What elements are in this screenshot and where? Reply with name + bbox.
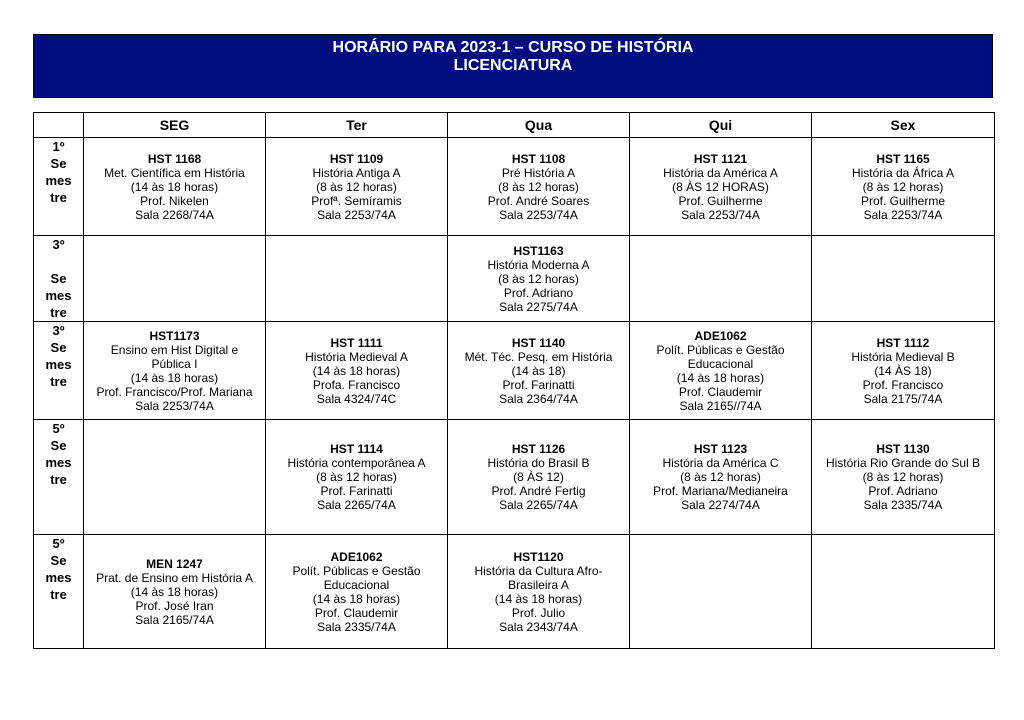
course-cell-ter: [266, 535, 448, 649]
course-detail-line: Prof. Farinatti: [320, 484, 393, 498]
course-cell-ter: [266, 420, 448, 535]
course-detail-line: Prof. André Soares: [487, 193, 590, 208]
day-header-qua: Qua: [448, 113, 630, 138]
course-detail-line: Prat. de Ensino em História A: [96, 570, 253, 585]
semester-row: [34, 535, 995, 649]
course-detail-line: (14 ÀS 18): [874, 363, 932, 378]
course-detail-line: (8 ÀS 12 HORAS): [672, 179, 769, 194]
course-code: HST 1168: [147, 151, 202, 166]
semester-label-part: tre: [50, 190, 67, 205]
course-detail-line: Sala 2253/74A: [499, 207, 578, 222]
course-detail-line: (14 às 18 horas): [130, 584, 219, 599]
course-detail-line: História contemporânea A: [287, 456, 426, 470]
course-detail-line: História Medieval A: [305, 349, 408, 364]
course-cell-qua: [448, 535, 630, 649]
day-header-qui: Qui: [630, 113, 812, 138]
course-detail-line: Sala 4324/74C: [316, 391, 397, 406]
course-detail-line: (8 às 12 horas): [862, 179, 944, 194]
course-detail-line: Sala 2253/74A: [135, 398, 214, 413]
empty-cell-sex: [812, 535, 995, 649]
semester-label-part: tre: [50, 374, 67, 389]
course-detail-line: Educacional: [323, 577, 390, 592]
course-detail-line: (8 às 12 horas): [316, 470, 397, 484]
semester-label-part: tre: [50, 587, 67, 602]
semester-row: [34, 138, 995, 236]
empty-cell-seg: [84, 236, 266, 322]
course-detail-line: Sala 2253/74A: [681, 207, 760, 222]
course-code: HST1173: [149, 328, 200, 343]
course-code: HST 1130: [876, 442, 930, 456]
course-detail-line: Prof. Nikelen: [140, 193, 209, 208]
course-code: HST 1165: [876, 151, 930, 166]
course-detail-line: (14 às 18 horas): [676, 370, 765, 385]
course-detail-line: História da América C: [662, 456, 779, 470]
course-code: HST 1108: [511, 151, 566, 166]
course-detail-line: (8 às 12 horas): [862, 470, 944, 484]
course-detail-line: (14 às 18 horas): [494, 591, 583, 606]
course-cell-qui: [630, 138, 812, 236]
course-detail-line: (8 às 12 horas): [680, 470, 761, 484]
course-detail-line: (14 às 18 horas): [312, 363, 401, 378]
semester-label-part: tre: [50, 305, 67, 320]
course-cell-qua: [448, 420, 630, 535]
course-detail-line: Pré História A: [501, 165, 576, 180]
semester-label-part: mes: [45, 455, 72, 470]
course-cell-qui: [630, 322, 812, 420]
course-code: HST 1121: [693, 151, 748, 166]
course-detail-line: Polít. Públicas e Gestão: [292, 563, 421, 578]
course-detail-line: Prof. Adriano: [503, 285, 574, 300]
course-detail-line: Sala 2275/74A: [499, 299, 578, 314]
course-cell-ter: [266, 322, 448, 420]
course-detail-line: Educacional: [687, 356, 754, 371]
course-detail-line: Sala 2343/74A: [499, 619, 578, 634]
course-detail-line: História da Cultura Afro-: [474, 563, 603, 578]
semester-label-part: [34, 253, 83, 270]
semester-label-part: 1º: [52, 139, 65, 154]
course-detail-line: Met. Científica em História: [104, 165, 245, 180]
course-detail-line: Sala 2165//74A: [679, 398, 762, 413]
semester-label-part: Se: [50, 553, 67, 568]
course-detail-line: Sala 2165/74A: [135, 612, 214, 627]
course-code: HST 1111: [330, 335, 383, 350]
semester-row: [34, 420, 995, 535]
empty-cell-ter: [266, 236, 448, 322]
day-header-sex: Sex: [812, 113, 995, 138]
header-row: [34, 113, 995, 138]
course-detail-line: Prof. Claudemir: [314, 605, 399, 620]
course-code: HST 1123: [693, 442, 748, 456]
course-cell-qua: [448, 322, 630, 420]
course-detail-line: Sala 2335/74A: [317, 619, 396, 634]
semester-label-cell: [34, 236, 84, 322]
course-detail-line: Prof. Adriano: [868, 484, 938, 498]
day-header-seg: SEG: [84, 113, 266, 138]
course-detail-line: Sala 2268/74A: [135, 207, 214, 222]
course-detail-line: Sala 2274/74A: [681, 498, 760, 512]
course-code: HST 1114: [330, 442, 383, 456]
course-cell-ter: [266, 138, 448, 236]
course-cell-sex: [812, 138, 995, 236]
semester-label-part: 3º: [52, 323, 65, 338]
semester-label-part: tre: [50, 472, 67, 487]
course-detail-line: Profa. Francisco: [312, 377, 401, 392]
course-detail-line: Prof. Guilherme: [678, 193, 763, 208]
course-detail-line: História da América A: [663, 165, 778, 180]
semester-label-cell: [34, 138, 84, 236]
course-detail-line: Mét. Téc. Pesq. em História: [464, 349, 613, 364]
course-cell-seg: [84, 138, 266, 236]
course-detail-line: (14 às 18 horas): [312, 591, 401, 606]
course-cell-qua: [448, 138, 630, 236]
course-code: HST1120: [513, 549, 564, 564]
schedule-table: [33, 112, 995, 649]
empty-cell-qui: [630, 236, 812, 322]
course-cell-qua: [448, 236, 630, 322]
empty-cell-seg: [84, 420, 266, 535]
corner-header: [34, 113, 84, 138]
course-detail-line: (14 às 18): [511, 363, 566, 378]
course-detail-line: História Antiga A: [312, 165, 401, 180]
semester-label-part: mes: [45, 570, 72, 585]
course-detail-line: História Rio Grande do Sul B: [825, 456, 981, 470]
semester-label-part: 5º: [52, 536, 65, 551]
course-code: HST 1140: [511, 335, 566, 350]
schedule-title-banner: [33, 34, 993, 98]
course-detail-line: Prof. Claudemir: [678, 384, 763, 399]
course-detail-line: Prof. Mariana/Medianeira: [653, 484, 788, 498]
course-code: HST 1112: [876, 335, 930, 350]
course-detail-line: Polít. Públicas e Gestão: [656, 342, 785, 357]
course-detail-line: Sala 2265/74A: [317, 498, 396, 512]
course-detail-line: (8 às 12 horas): [316, 179, 397, 194]
course-detail-line: Sala 2175/74A: [863, 391, 943, 406]
course-detail-line: Ensino em Hist Digital e: [110, 342, 239, 357]
course-detail-line: Sala 2265/74A: [499, 498, 578, 512]
course-detail-line: Sala 2253/74A: [863, 207, 943, 222]
course-code: ADE1062: [330, 549, 383, 564]
empty-cell-sex: [812, 236, 995, 322]
course-detail-line: (8 às 12 horas): [498, 179, 579, 194]
title-line-1: HORÁRIO PARA 2023-1 – CURSO DE HISTÓRIA: [332, 39, 694, 56]
course-detail-line: (8 às 12 horas): [498, 271, 579, 286]
course-detail-line: (14 às 18 horas): [130, 370, 219, 385]
semester-label-cell: [34, 420, 84, 535]
course-detail-line: Pública I: [151, 356, 198, 371]
course-detail-line: Prof. Francisco/Prof. Mariana: [96, 384, 253, 399]
course-detail-line: Prof. Guilherme: [860, 193, 946, 208]
course-detail-line: (14 às 18 horas): [130, 179, 219, 194]
course-detail-line: Sala 2364/74A: [499, 391, 578, 406]
course-detail-line: Brasileira A: [508, 577, 569, 592]
course-cell-seg: [84, 322, 266, 420]
day-header-ter: Ter: [266, 113, 448, 138]
semester-label-part: 5º: [52, 421, 65, 436]
course-detail-line: História do Brasil B: [487, 456, 590, 470]
title-line-2: LICENCIATURA: [453, 57, 573, 74]
course-code: HST1163: [513, 243, 564, 258]
course-cell-sex: [812, 420, 995, 535]
semester-row: [34, 322, 995, 420]
course-detail-line: Sala 2335/74A: [863, 498, 943, 512]
semester-label-part: Se: [50, 438, 67, 453]
semester-row: [34, 236, 995, 322]
course-cell-sex: [812, 322, 995, 420]
empty-cell-qui: [630, 535, 812, 649]
course-cell-seg: [84, 535, 266, 649]
course-cell-qui: [630, 420, 812, 535]
semester-label-part: Se: [50, 271, 67, 286]
semester-label-part: mes: [45, 357, 72, 372]
semester-label-part: 3º: [52, 237, 65, 252]
course-code: HST 1126: [511, 442, 566, 456]
semester-label-part: mes: [45, 173, 72, 188]
course-detail-line: Prof. Farinatti: [502, 377, 575, 392]
course-detail-line: Prof. José Iran: [135, 598, 214, 613]
course-detail-line: História da África A: [851, 165, 955, 180]
course-detail-line: Sala 2253/74A: [317, 207, 396, 222]
course-code: ADE1062: [694, 328, 747, 343]
course-detail-line: Profª. Semíramis: [311, 193, 402, 208]
semester-label-part: Se: [50, 156, 67, 171]
semester-label-part: Se: [50, 340, 67, 355]
course-detail-line: Prof. Francisco: [862, 377, 944, 392]
semester-label-cell: [34, 535, 84, 649]
semester-label-cell: [34, 322, 84, 420]
course-code: HST 1109: [329, 151, 384, 166]
course-code: MEN 1247: [146, 556, 203, 571]
course-detail-line: História Medieval B: [851, 349, 955, 364]
course-detail-line: Prof. André Fertig: [491, 484, 586, 498]
course-detail-line: Prof. Julio: [511, 605, 566, 620]
course-detail-line: (8 ÀS 12): [513, 470, 564, 484]
course-detail-line: História Moderna A: [487, 257, 590, 272]
semester-label-part: mes: [45, 288, 72, 303]
